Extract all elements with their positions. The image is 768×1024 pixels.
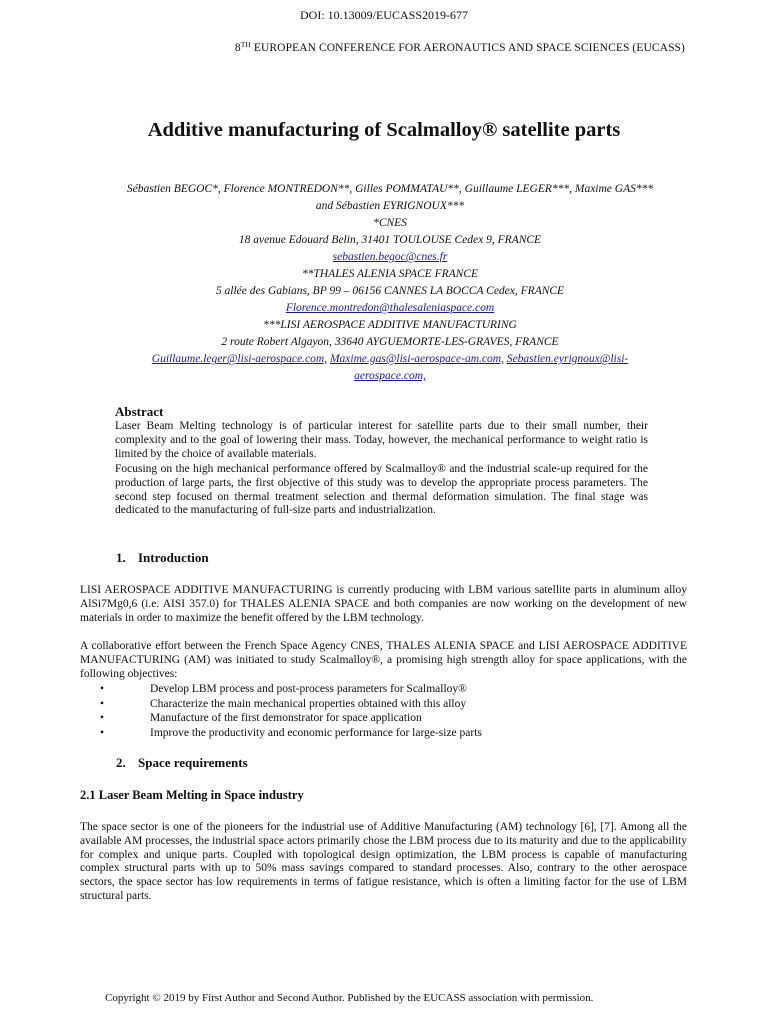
authors-line-2: and Sébastien EYRIGNOUX***: [315, 200, 465, 212]
list-item: [80, 726, 687, 741]
section-1-number: 1.: [116, 550, 126, 565]
bullet-1: •: [100, 683, 105, 695]
doi-header: DOI: 10.13009/EUCASS2019-677: [299, 8, 468, 22]
abstract-paragraph-1: Laser Beam Melting technology is of particular interest for satellite parts due to their small number, their complexity and to the goal of lowering their mass. Today, however, the mechanical performance to weight ratio is limited by the choice of available materials.: [115, 420, 648, 460]
bullet-2: •: [100, 697, 105, 710]
section-2-heading: [116, 755, 248, 771]
section-2-1-paragraph: The space sector is one of the pioneers for the industrial use of Additive Manufacturing (AM) technology [6], [7]. Among all the available AM processes, the industrial space actors primarily chose the LBM process due to its maturity and due to the applicability for complex and unique parts. Coupled with topological design optimization, the LBM process is capable of manufacturing complex structural parts with up to 50% mass savings compared to standard processes. Also, contrary to the other aerospace sectors, the space sector has low requirements in terms of fatigue resistance, which is often a limiting factor for the use of LBM structural parts.: [80, 821, 687, 902]
copyright-footer: Copyright © 2019 by First Author and Second Author. Published by the EUCASS association with permission.: [105, 992, 594, 1004]
list-item-text: Characterize the main mechanical properties obtained with this alloy: [150, 697, 467, 710]
author-list: [70, 181, 710, 385]
abstract-heading: Abstract: [115, 404, 164, 419]
lisi-email-link-3-cont[interactable]: aerospace.com,: [354, 370, 426, 382]
intro-paragraph-2: A collaborative effort between the French Space Agency CNES, THALES ALENIA SPACE and LISI AEROSPACE ADDITIVE MANUFACTURING (AM) was initiated to study Scalmalloy®, a promising high strength alloy for space applications, with the following objectives:: [80, 640, 687, 680]
thales-address: 5 allée des Gabians, BP 99 – 06156 CANNES LA BOCCA Cedex, FRANCE: [215, 285, 565, 297]
list-item-text: Manufacture of the first demonstrator for space application: [150, 712, 422, 725]
cnes-email-link[interactable]: sebastien.begoc@cnes.fr: [332, 251, 448, 263]
list-item-text: Improve the productivity and economic performance for large-size parts: [150, 726, 482, 739]
cnes-address: 18 avenue Edouard Belin, 31401 TOULOUSE Cedex 9, FRANCE: [238, 234, 542, 246]
authors-line-1: Sébastien BEGOC*, Florence MONTREDON**, Gilles POMMATAU**, Guillaume LEGER***, Maxime GAS***: [126, 183, 654, 195]
thales-email-link[interactable]: Florence.montredon@thalesaleniaspace.com: [285, 302, 495, 314]
lisi-affiliation: ***LISI AEROSPACE ADDITIVE MANUFACTURING: [263, 319, 517, 331]
list-item: [80, 711, 687, 726]
list-item: [80, 697, 687, 712]
lisi-email-link-2[interactable]: Maxime.gas@lisi-aerospace-am.com,: [329, 353, 504, 365]
subsection-2-1-heading: 2.1 Laser Beam Melting in Space industry: [80, 788, 304, 802]
lisi-address: 2 route Robert Algayon, 33640 AYGUEMORTE-LES-GRAVES, FRANCE: [221, 336, 559, 348]
lisi-email-link-1[interactable]: Guillaume.leger@lisi-aerospace.com,: [151, 353, 328, 365]
conference-header: [0, 40, 685, 54]
cnes-affiliation: *CNES: [373, 217, 407, 229]
section-2-number: 2.: [116, 755, 126, 770]
conf-number: 8: [234, 42, 241, 54]
lisi-email-link-3[interactable]: Sebastien.eyrignoux@lisi-: [506, 353, 629, 365]
objectives-list: [80, 682, 687, 740]
list-item-text: Develop LBM process and post-process parameters for Scalmalloy®: [150, 683, 467, 695]
bullet-4: •: [100, 726, 105, 739]
paper-title: Additive manufacturing of Scalmalloy® satellite parts: [147, 119, 621, 141]
conf-superscript: TH: [240, 40, 251, 49]
bullet-3: •: [100, 712, 105, 725]
intro-paragraph-1: LISI AEROSPACE ADDITIVE MANUFACTURING is currently producing with LBM various satellite parts in aluminum alloy AlSi7Mg0,6 (i.e. AISI 357.0) for THALES ALENIA SPACE and both companies are now working on the development of new materials in order to maximize the benefit offered by the LBM technology.: [80, 584, 687, 624]
section-2-title: Space requirements: [138, 755, 248, 770]
list-item: [80, 682, 687, 697]
abstract-paragraph-2: Focusing on the high mechanical performance offered by Scalmalloy® and the industrial scale-up required for the production of large parts, the first objective of this study was to develop the appropriate process parameters. The second step focused on thermal treatment selection and thermal deformation simulation. The final stage was dedicated to the manufacturing of full-size parts and industrialization.: [115, 463, 648, 517]
conf-name: EUROPEAN CONFERENCE FOR AERONAUTICS AND SPACE SCIENCES (EUCASS): [250, 42, 685, 54]
section-1-title: Introduction: [138, 550, 209, 565]
section-1-heading: [116, 550, 209, 566]
thales-affiliation: **THALES ALENIA SPACE FRANCE: [301, 268, 479, 280]
